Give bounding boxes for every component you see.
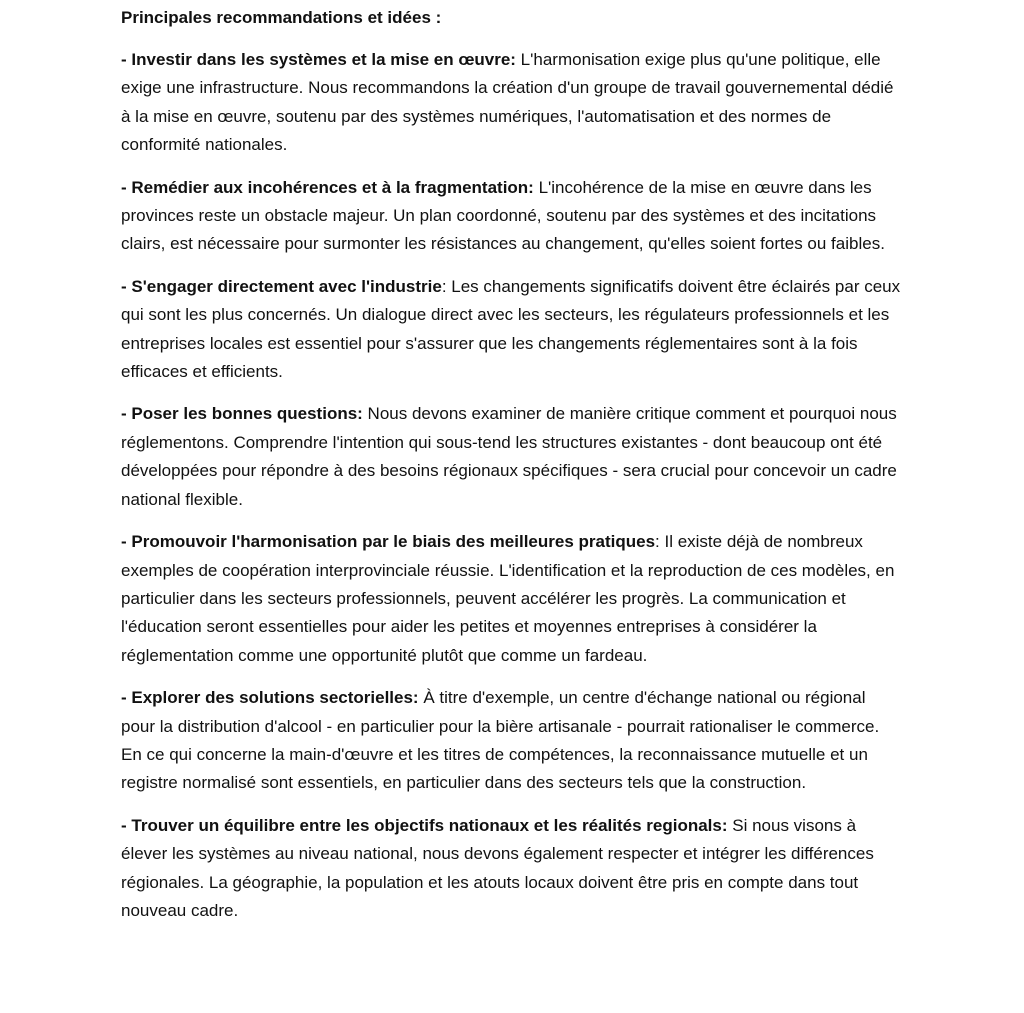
recommendation-body: L'incohérence de la mise en œuvre dans les provinces reste un obstacle majeur. Un plan coordonné, soutenu par des systèmes et des incitations clairs, est nécessaire pour surmonter les résistances au changement, qu'elles soient fortes ou faibles. bbox=[121, 177, 885, 254]
recommendation-body: Nous devons examiner de manière critique comment et pourquoi nous réglementons. Comprendre l'intention qui sous-tend les structures existantes - dont beaucoup ont été développées pour répondre à des besoins régionaux spécifiques - sera crucial pour concevoir un cadre national flexible. bbox=[121, 404, 897, 509]
recommendation-body: L'harmonisation exige plus qu'une politique, elle exige une infrastructure. Nous recommandons la création d'un groupe de travail gouvernemental dédié à la mise en œuvre, soutenu par des systèmes numériques, l'automatisation et des normes de conformité nationales. bbox=[121, 50, 894, 155]
recommendation-paragraph bbox=[121, 174, 901, 259]
recommendation-title: - Trouver un équilibre entre les objectifs nationaux et les réalités regionals: bbox=[121, 815, 728, 835]
recommendation-title: - Explorer des solutions sectorielles: bbox=[121, 688, 419, 708]
recommendation-paragraph bbox=[121, 400, 901, 514]
recommendation-paragraph bbox=[121, 273, 901, 387]
recommendation-paragraph bbox=[121, 684, 901, 798]
recommendation-title: - Poser les bonnes questions: bbox=[121, 404, 363, 424]
recommendation-title: - S'engager directement avec l'industrie bbox=[121, 276, 442, 296]
recommendation-paragraph bbox=[121, 528, 901, 670]
recommendation-title: - Promouvoir l'harmonisation par le biais des meilleures pratiques bbox=[121, 532, 656, 552]
recommendation-title: - Remédier aux incohérences et à la fragmentation: bbox=[121, 177, 534, 197]
recommendation-title: - Investir dans les systèmes et la mise en œuvre: bbox=[121, 50, 516, 69]
recommendation-paragraph bbox=[121, 46, 901, 160]
recommendation-body: : Les changements significatifs doivent être éclairés par ceux qui sont les plus concernés. Un dialogue direct avec les secteurs, les régulateurs professionnels et les entreprises locales est essentiel pour s'assurer que les changements réglementaires sont à la fois efficaces et efficients. bbox=[121, 276, 901, 382]
document-page bbox=[121, 4, 901, 939]
recommendation-body: Si nous visons à élever les systèmes au niveau national, nous devons également respecter et intégrer les différences régionales. La géographie, la population et les atouts locaux doivent être pris en compte dans tout nouveau cadre. bbox=[121, 815, 874, 920]
section-heading: Principales recommandations et idées : bbox=[121, 8, 442, 27]
recommendation-paragraph bbox=[121, 812, 901, 926]
recommendation-body: : Il existe déjà de nombreux exemples de coopération interprovinciale réussie. L'identification et la reproduction de ces modèles, en particulier dans les secteurs professionnels, peuvent accélérer les progrès. La communication et l'éducation seront essentielles pour aider les petites et moyennes entreprises à considérer la réglementation comme une opportunité plutôt que comme un fardeau. bbox=[121, 532, 895, 665]
recommendation-body: À titre d'exemple, un centre d'échange national ou régional pour la distribution d'alcool - en particulier pour la bière artisanale - pourrait rationaliser le commerce. En ce qui concerne la main-d'œuvre et les titres de compétences, la reconnaissance mutuelle et un registre normalisé sont essentiels, en particulier dans des secteurs tels que la construction. bbox=[121, 688, 880, 793]
